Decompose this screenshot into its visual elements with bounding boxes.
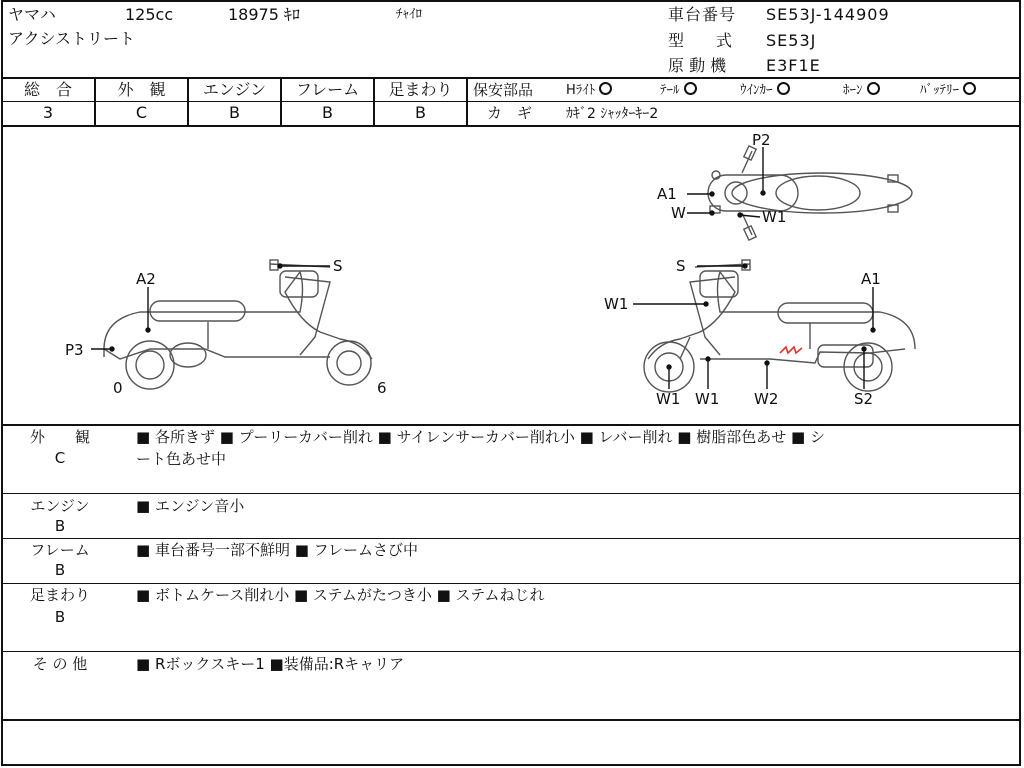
winker-label: ｳｲﾝｶｰ (740, 83, 773, 98)
label-s-right: S (676, 257, 686, 275)
section-engine-label: エンジン (30, 497, 90, 515)
ok-circle-icon (599, 82, 612, 95)
section-other-label: そ の 他 (32, 655, 88, 673)
frame-no-label: 車台番号 (668, 5, 737, 24)
label-p2: P2 (752, 131, 771, 149)
section-engine-text: ■ エンジン音小 (136, 497, 245, 515)
headlight-label: Hﾗｲﾄ (566, 83, 596, 98)
grid-line (1, 538, 1021, 539)
grid-line (1, 493, 1021, 494)
grade-total-label: 総 合 (23, 80, 72, 99)
callout-lines (91, 147, 875, 389)
top-view-scooter (708, 146, 912, 240)
label-p3: P3 (65, 341, 84, 359)
safety-item (920, 82, 976, 99)
battery-label: ﾊﾞｯﾃﾘｰ (920, 83, 959, 98)
grid-line (467, 101, 1021, 102)
section-suspension-label: 足まわり (29, 586, 90, 604)
label-0: 0 (113, 379, 123, 397)
grid-line (1, 651, 1021, 652)
grade-engine-label: エンジン (202, 80, 267, 99)
key-value: ｶｷﾞ2 ｼｬｯﾀｰｷｰ2 (566, 106, 659, 122)
damage-mark-icon (780, 347, 802, 353)
label-w2: W2 (754, 390, 779, 408)
maker: ヤマハ (8, 5, 56, 24)
grid-line (1, 719, 1021, 721)
section-other-text: ■ Rボックスキー1 ■装備品:Rキャリア (136, 655, 405, 673)
key-label: カ ギ (487, 104, 533, 122)
grade-suspension-label: 足まわり (388, 80, 453, 99)
section-exterior-text-cont: ート色あせ中 (136, 450, 227, 468)
grade-exterior-value: C (135, 103, 148, 122)
grid-line (1, 583, 1021, 584)
horn-label: ﾎｰﾝ (843, 83, 863, 98)
safety-item (843, 82, 880, 99)
model-name: アクシストリート (8, 29, 136, 48)
safety-item (566, 82, 612, 99)
section-suspension-text: ■ ボトムケース削れ小 ■ ステムがたつき小 ■ ステムねじれ (136, 586, 545, 604)
safety-title: 保安部品 (473, 81, 534, 99)
engine-value: E3F1E (766, 56, 821, 75)
label-s-left: S (333, 257, 343, 275)
grade-suspension-value: B (415, 103, 426, 122)
tail-label: ﾃｰﾙ (660, 83, 680, 98)
color: ﾁｬｲﾛ (396, 7, 422, 22)
section-frame-label: フレーム (30, 541, 90, 559)
section-engine-grade: B (54, 517, 66, 535)
section-frame-text: ■ 車台番号一部不鮮明 ■ フレームさび中 (136, 541, 419, 559)
label-6: 6 (377, 379, 387, 397)
label-w-top: W (671, 204, 686, 222)
grade-total-value: 3 (42, 103, 54, 122)
frame-no: SE53J-144909 (766, 5, 890, 24)
label-a1-right: A1 (861, 270, 881, 288)
displacement: 125cc (125, 5, 174, 24)
type-label: 型 式 (668, 31, 733, 50)
grid-line (466, 78, 468, 126)
section-exterior-text: ■ 各所きず ■ プーリーカバー削れ ■ サイレンサーカバー削れ小 ■ レバー削れ ■ 樹脂部色あせ ■ シ (136, 428, 825, 446)
label-w1-right-top: W1 (604, 295, 629, 313)
grade-frame-value: B (322, 103, 333, 122)
mileage: 18975 ｷﾛ (228, 5, 300, 24)
section-suspension-grade: B (54, 608, 66, 626)
ok-circle-icon (684, 82, 697, 95)
grid-line (1, 101, 467, 102)
label-a2: A2 (136, 270, 156, 288)
engine-label: 原 動 機 (668, 56, 727, 75)
label-w1-front-fork: W1 (695, 390, 720, 408)
ok-circle-icon (867, 82, 880, 95)
label-w1-front-wheel: W1 (656, 390, 681, 408)
type-value: SE53J (766, 31, 817, 50)
ok-circle-icon (777, 82, 790, 95)
label-a1-top: A1 (657, 185, 677, 203)
safety-item (740, 82, 790, 99)
section-exterior-label: 外 観 (29, 428, 90, 446)
grid-line (1, 77, 1021, 79)
section-frame-grade: B (54, 561, 66, 579)
grid-line (1, 424, 1021, 426)
section-exterior-grade: C (54, 449, 66, 467)
grade-frame-label: フレーム (295, 80, 360, 99)
safety-item (660, 82, 697, 99)
label-w1-top: W1 (762, 208, 787, 226)
grade-engine-value: B (229, 103, 240, 122)
label-s2: S2 (854, 390, 874, 408)
grade-exterior-label: 外 観 (117, 80, 166, 99)
ok-circle-icon (963, 82, 976, 95)
